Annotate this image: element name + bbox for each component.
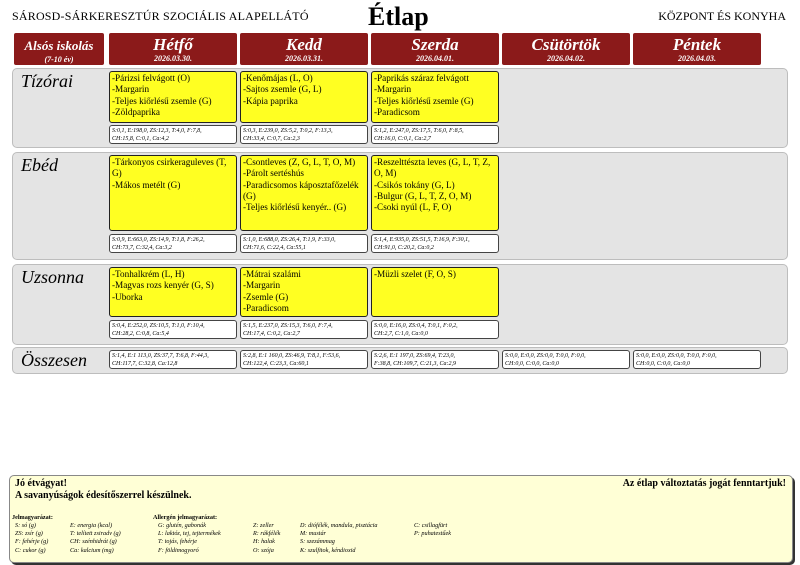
nutrition-line: S:1,4, E:1 113,0, ZS:37,7, T:6,8, F:44,3,: [112, 353, 209, 359]
total-box-tuesday: [240, 350, 368, 369]
nutrition-line: CH:117,7, C:32,8, Ca:12,8: [112, 361, 178, 367]
menu-box-monday: [109, 71, 237, 123]
menu-item: -Párizsi felvágott (O): [112, 73, 191, 83]
nutrition-line: S:0,9, E:663,0, ZS:14,9, T:1,8, F:26,2,: [112, 237, 205, 243]
section-label: Ebéd: [21, 155, 58, 175]
menu-item: -Tárkonyos csirkeraguleves (T, G): [112, 157, 227, 179]
footer-note: A savanyúságok édesítőszerrel készülnek.: [15, 490, 192, 501]
day-header-friday: [633, 33, 761, 65]
allergen-item: S: szezámmag: [300, 538, 335, 546]
nutrition-line: CH:91,0, C:20,2, Ca:0,2: [374, 245, 434, 251]
menu-box-tuesday: [240, 267, 368, 317]
allergen-legend-title: Allergén jelmagyarázat:: [153, 514, 218, 521]
legend-item: E: energia (kcal): [70, 522, 113, 529]
nutrition-line: CH:122,4, C:23,3, Ca:60,1: [243, 361, 309, 367]
nutrition-line: CH:71,6, C:22,4, Ca:55,1: [243, 245, 306, 251]
total-box-wednesday: [371, 350, 499, 369]
allergen-column: [158, 522, 221, 555]
menu-item: -Paradicsom: [243, 302, 289, 313]
nutrition-box-tuesday: [240, 125, 368, 144]
legend-item: Ca: kalcium (mg): [70, 546, 114, 554]
legend-item: T: telített zsiradv (g): [70, 530, 121, 538]
nutrition-box-monday: [109, 125, 237, 144]
footer-panel: [9, 475, 793, 563]
nutrition-line: CH:73,7, C:32,4, Ca:3,2: [112, 245, 172, 251]
nutrition-box-tuesday: [240, 234, 368, 253]
menu-item: -Müzli szelet (F, O, S): [374, 269, 456, 279]
day-date: 2026.04.01.: [416, 54, 454, 63]
day-name: Hétfő: [153, 35, 193, 54]
nutrition-box-wednesday: [371, 320, 499, 339]
nutrition-line: CH:28,2, C:0,8, Ca:5,4: [112, 331, 169, 337]
nutrition-box-tuesday: [240, 320, 368, 339]
total-box-friday: [633, 350, 761, 369]
menu-box-tuesday: [240, 71, 368, 123]
menu-item: -Párolt sertéshús: [243, 168, 304, 179]
allergen-item: L: laktóz, tej, tejtermékek: [158, 530, 221, 538]
section-label: Tízórai: [21, 71, 74, 91]
nutrition-line: S:0,3, E:239,0, ZS:5,2, T:0,2, F:13,3,: [243, 128, 333, 134]
nutrition-line: CH:33,4, C:0,7, Ca:2,3: [243, 136, 300, 142]
legend-column: [15, 522, 48, 555]
legend-title: Jelmagyarázat:: [12, 514, 53, 521]
menu-item: -Csoki nyúl (L, F, O): [374, 202, 452, 213]
allergen-item: G: glutén, gabonák: [158, 522, 206, 529]
nutrition-line: S:0,0, E:0,0, ZS:0,0, T:0,0, F:0,0,: [505, 353, 586, 359]
day-header-wednesday: [371, 33, 499, 65]
menu-item: -Bulgur (G, L, T, Z, O, M): [374, 190, 472, 201]
allergen-item: R: rákfélék: [253, 530, 281, 538]
menu-box-monday: [109, 267, 237, 317]
nutrition-line: CH:16,0, C:0,1, Ca:2,7: [374, 136, 431, 142]
footer-greeting: Jó étvágyat!: [15, 478, 67, 489]
menu-item: -Reszelttészta leves (G, L, T, Z, O, M): [374, 157, 491, 179]
nutrition-line: CH:2,7, C:1,0, Ca:0,0: [374, 331, 428, 337]
day-name: Kedd: [286, 35, 322, 54]
menu-item: -Tonhalkrém (L, H): [112, 269, 185, 279]
allergen-item: C: csillagfürt: [414, 522, 448, 529]
day-date: 2026.03.30.: [154, 54, 192, 63]
legend-column: [70, 522, 121, 555]
menu-item: -Mátrai szalámi: [243, 269, 301, 279]
day-name: Csütörtök: [531, 35, 601, 54]
day-date: 2026.04.02.: [547, 54, 585, 63]
institution-name: SÁROSD-SÁRKERESZTÚR SZOCIÁLIS ALAPELLÁTÓ: [12, 9, 309, 23]
nutrition-line: CH:17,4, C:0,2, Ca:2,7: [243, 331, 300, 337]
nutrition-line: S:2,8, E:1 160,0, ZS:46,9, T:8,1, F:53,6,: [243, 353, 341, 359]
nutrition-line: S:1,4, E:935,0, ZS:51,5, T:16,9, F:30,1,: [374, 237, 470, 243]
day-header-tuesday: [240, 33, 368, 65]
nutrition-line: S:0,0, E:16,0, ZS:0,4, T:0,1, F:0,2,: [374, 323, 458, 329]
day-name: Szerda: [411, 35, 459, 54]
menu-item: -Sajtos zsemle (G, L): [243, 84, 322, 95]
menu-item: -Teljes kiőrlésű zsemle (G): [112, 95, 212, 106]
menu-box-wednesday: [371, 71, 499, 123]
menu-box-wednesday: [371, 155, 499, 231]
nutrition-box-wednesday: [371, 125, 499, 144]
menu-item: -Paradicsom: [374, 106, 420, 117]
nutrition-line: CH:0,0, C:0,0, Ca:0,0: [505, 361, 559, 367]
nutrition-line: S:0,0, E:0,0, ZS:0,0, T:0,0, F:0,0,: [636, 353, 717, 359]
nutrition-line: S:1,2, E:247,0, ZS:17,5, T:6,0, F:8,5,: [374, 128, 464, 134]
nutrition-line: S:1,5, E:237,0, ZS:15,3, T:6,0, F:7,4,: [243, 323, 333, 329]
institution-subtitle: KÖZPONT ÉS KONYHA: [658, 9, 786, 23]
menu-item: -Zsemle (G): [243, 291, 289, 302]
legend-item: CH: szénhidrát (g): [70, 538, 117, 546]
menu-item: -Zöldpaprika: [112, 106, 160, 117]
allergen-item: F: földimogyoró: [158, 546, 199, 554]
allergen-item: T: tojás, fehérje: [158, 538, 198, 546]
age-group-label: Alsós iskolás: [24, 38, 94, 53]
menu-box-tuesday: [240, 155, 368, 231]
menu-item: -Margarin: [112, 84, 150, 95]
menu-item: -Teljes kiőrlésű kenyér.. (G): [243, 202, 347, 213]
day-header-monday: [109, 33, 237, 65]
allergen-item: H: halak: [253, 538, 275, 546]
day-date: 2026.04.03.: [678, 54, 716, 63]
menu-item: -Margarin: [243, 280, 281, 291]
menu-item: -Csikós tokány (G, L): [374, 179, 455, 190]
section-label: Uzsonna: [21, 267, 85, 287]
age-group-header: [14, 33, 104, 65]
nutrition-line: S:0,1, E:198,0, ZS:12,3, T:4,0, F:7,8,: [112, 128, 202, 134]
menu-box-wednesday: [371, 267, 499, 317]
allergen-item: D: diófélék, mandula, pisztácia: [300, 522, 378, 529]
allergen-column: [300, 522, 378, 555]
menu-item: -Kenőmájas (L, O): [243, 73, 313, 83]
menu-item: -Magvas rozs kenyér (G, S): [112, 280, 214, 291]
nutrition-line: F:38,8, CH:109,7, C:21,3, Ca:2,9: [374, 361, 456, 367]
legend-item: F: fehérje (g): [15, 538, 49, 546]
total-box-thursday: [502, 350, 630, 369]
allergen-item: K: szulfitok, kéndioxid: [300, 546, 356, 554]
age-group-sub: (7-10 év): [44, 55, 74, 64]
allergen-column: [253, 522, 280, 555]
total-box-monday: [109, 350, 237, 369]
day-name: Péntek: [672, 35, 722, 54]
menu-item: -Csontleves (Z, G, L, T, O, M): [243, 157, 356, 167]
legend-item: S: só (g): [15, 522, 36, 529]
menu-item: -Kápia paprika: [243, 95, 298, 106]
nutrition-line: CH:15,8, C:0,1, Ca:4,2: [112, 136, 169, 142]
menu-item: -Paprikás száraz felvágott: [374, 73, 469, 83]
legend-item: ZS: zsír (g): [15, 530, 43, 538]
menu-item: -Teljes kiőrlésű zsemle (G): [374, 95, 474, 106]
legend-item: C: cukor (g): [15, 546, 46, 554]
nutrition-line: CH:0,0, C:0,0, Ca:0,0: [636, 361, 690, 367]
nutrition-line: S:0,4, E:252,0, ZS:10,5, T:1,0, F:10,4,: [112, 323, 205, 329]
allergen-item: Z: zeller: [253, 522, 274, 529]
nutrition-line: S:1,0, E:688,0, ZS:26,4, T:1,9, F:33,0,: [243, 237, 336, 243]
allergen-item: P: puhatestűek: [414, 530, 451, 538]
menu-item: -Uborka: [112, 291, 143, 302]
nutrition-line: S:2,6, E:1 197,0, ZS:69,4, T:23,0,: [374, 353, 455, 359]
menu-item: -Paradicsomos káposztafőzelék (G): [243, 179, 359, 201]
footer-disclaimer: Az étlap változtatás jogát fenntartjuk!: [622, 478, 786, 489]
day-header-thursday: [502, 33, 630, 65]
menu-item: -Margarin: [374, 84, 412, 95]
menu-item: -Mákos metélt (G): [112, 179, 181, 190]
menu-box-monday: [109, 155, 237, 231]
allergen-item: O: szója: [253, 546, 274, 554]
nutrition-box-monday: [109, 320, 237, 339]
nutrition-box-monday: [109, 234, 237, 253]
allergen-column: [414, 522, 451, 538]
page-title: Étlap: [368, 2, 429, 31]
section-label: Összesen: [21, 350, 87, 370]
allergen-item: M: mustár: [300, 530, 326, 538]
day-date: 2026.03.31.: [285, 54, 323, 63]
nutrition-box-wednesday: [371, 234, 499, 253]
